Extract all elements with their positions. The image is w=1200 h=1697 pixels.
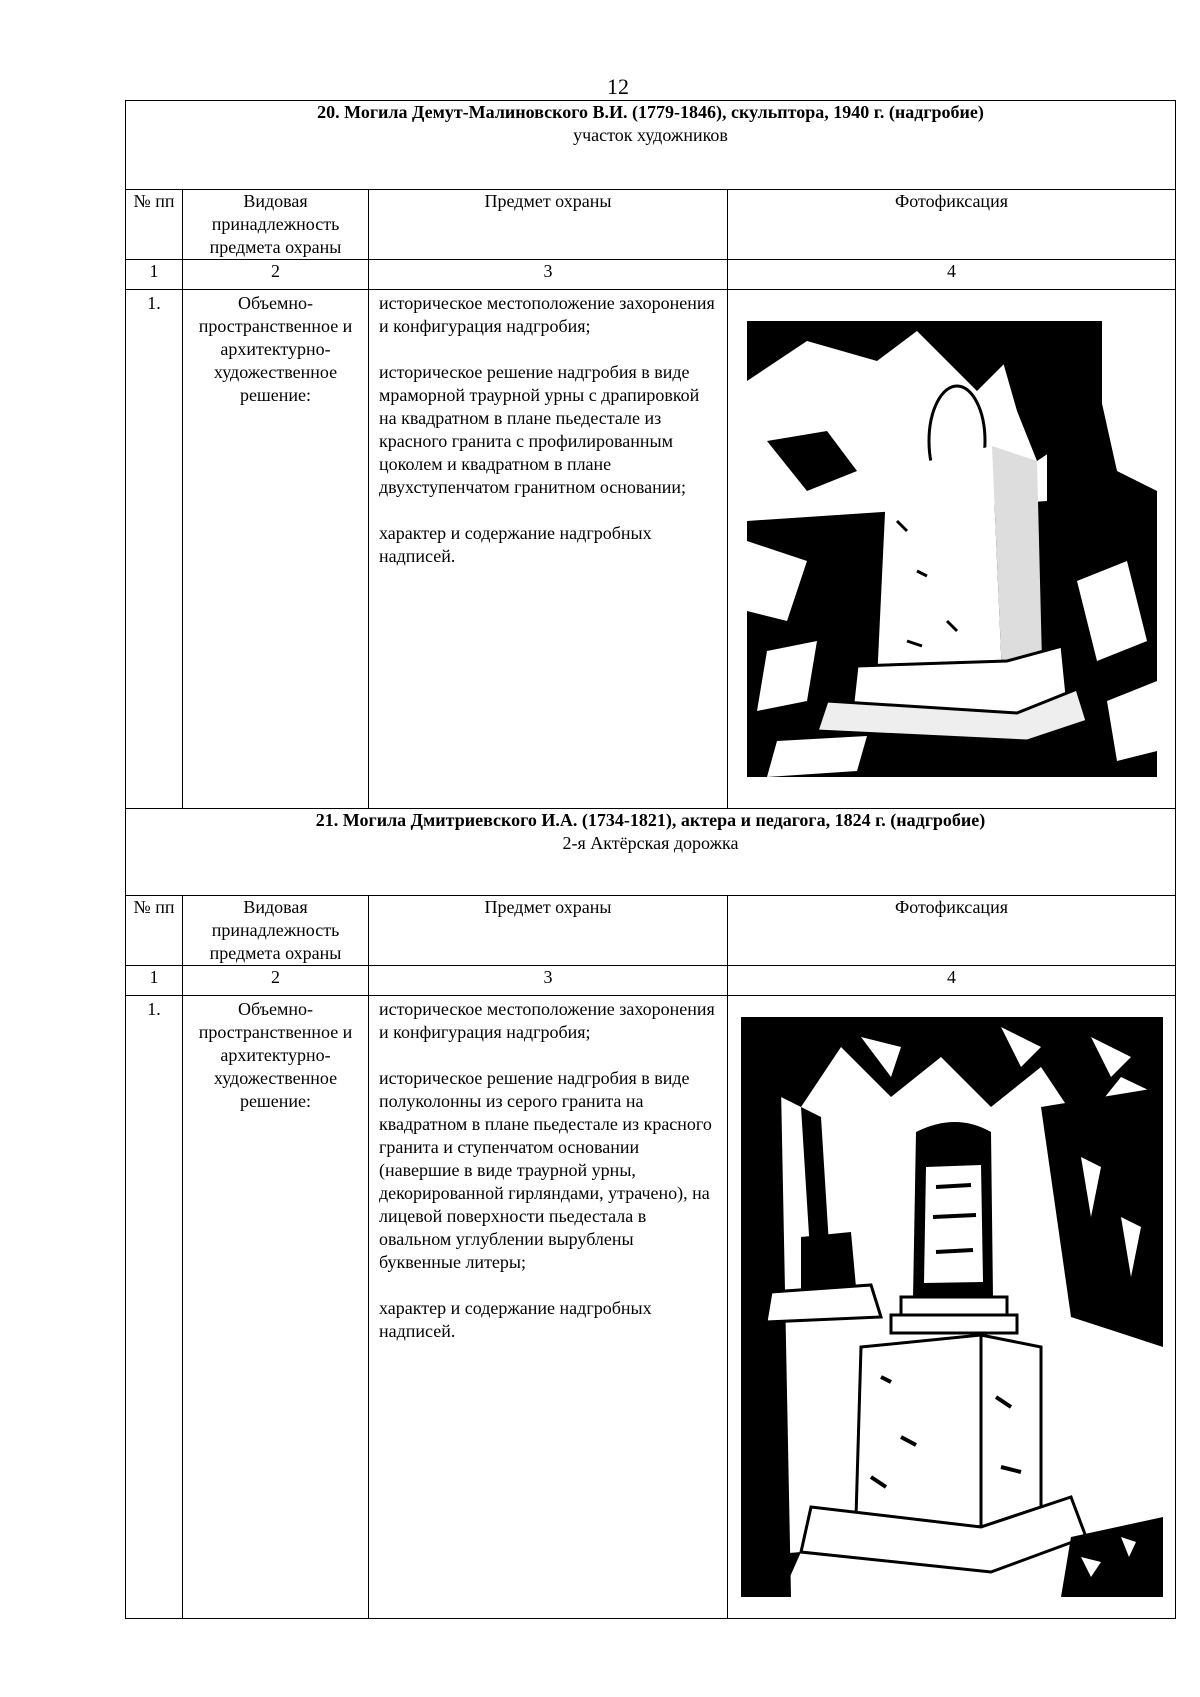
table-row — [126, 996, 1176, 1619]
section-title: 21. Могила Дмитриевского И.А. (1734-1821), актера и педагога, 1824 г. (надгробие) — [315, 810, 986, 830]
header-number: № пп — [126, 190, 183, 260]
column-headers — [126, 190, 1176, 260]
header-photo: Фотофиксация — [728, 190, 1176, 260]
header-number: № пп — [126, 896, 183, 966]
header-photo: Фотофиксация — [728, 896, 1176, 966]
header-type: Видовая принадлежность предмета охраны — [183, 896, 369, 966]
col-number: 3 — [369, 966, 728, 996]
subject-item: характер и содержание надгробных надписей. — [379, 1298, 652, 1341]
tombstone-photo — [747, 321, 1157, 777]
subject-item: историческое местоположение захоронения и конфигурация надгробия; — [379, 999, 715, 1042]
col-number: 1 — [126, 966, 183, 996]
header-type: Видовая принадлежность предмета охраны — [183, 190, 369, 260]
section-header — [126, 101, 1176, 190]
col-number: 4 — [728, 260, 1176, 290]
row-type: Объемно-пространственное и архитектурно-художественное решение: — [183, 996, 369, 1619]
col-number: 4 — [728, 966, 1176, 996]
subject-item: историческое местоположение захоронения и конфигурация надгробия; — [379, 293, 715, 336]
row-photo — [728, 996, 1176, 1619]
section-subtitle: 2-я Актёрская дорожка — [562, 833, 739, 853]
table-row — [126, 290, 1176, 809]
subject-item: характер и содержание надгробных надписей. — [379, 523, 652, 566]
column-numbers — [126, 966, 1176, 996]
row-photo — [728, 290, 1176, 809]
subject-item: историческое решение надгробия в виде мраморной траурной урны с драпировкой на квадратном в плане пьедестале из красного гранита с профилированным цоколем и квадратном в плане двухступенчатом гранитном основании; — [379, 362, 700, 497]
header-subject: Предмет охраны — [369, 190, 728, 260]
row-number: 1. — [126, 996, 183, 1619]
col-number: 2 — [183, 966, 369, 996]
tombstone-photo — [741, 1017, 1163, 1597]
section-subtitle: участок художников — [573, 125, 728, 145]
subject-item: историческое решение надгробия в виде полуколонны из серого гранита на квадратном в плане пьедестале из красного гранита и ступенчатом основании (навершие в виде траурной урны, декорированной гирляндами, утрачено), на лицевой поверхности пьедестала в овальном углублении вырублены буквенные литеры; — [379, 1068, 712, 1272]
row-type: Объемно-пространственное и архитектурно-художественное решение: — [183, 290, 369, 809]
row-subject — [369, 290, 728, 809]
section-title: 20. Могила Демут-Малиновского В.И. (1779-1846), скульптора, 1940 г. (надгробие) — [317, 102, 984, 122]
column-numbers — [126, 260, 1176, 290]
col-number: 1 — [126, 260, 183, 290]
heritage-table — [125, 100, 1176, 1619]
column-headers — [126, 896, 1176, 966]
section-header — [126, 809, 1176, 896]
row-number: 1. — [126, 290, 183, 809]
header-subject: Предмет охраны — [369, 896, 728, 966]
col-number: 2 — [183, 260, 369, 290]
row-subject — [369, 996, 728, 1619]
col-number: 3 — [369, 260, 728, 290]
page-number: 12 — [607, 74, 629, 99]
